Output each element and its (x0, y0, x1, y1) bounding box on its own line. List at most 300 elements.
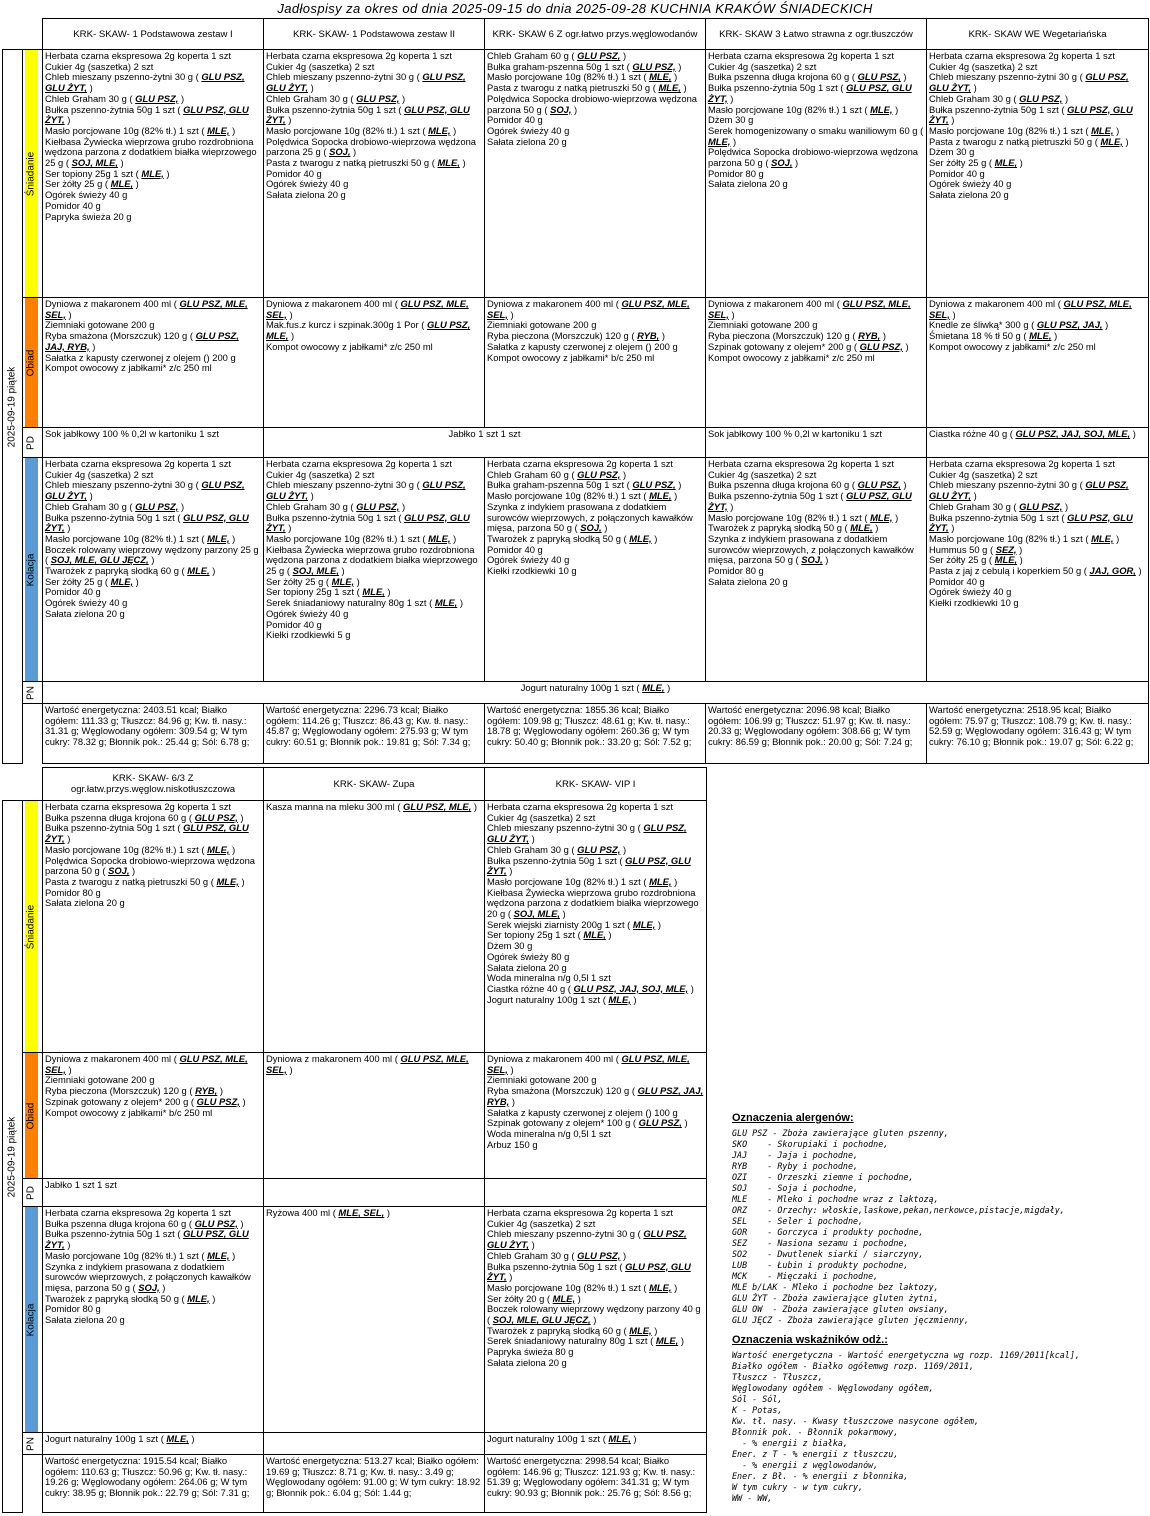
legend-entry: - % energii z węglowodanów, (732, 1460, 879, 1470)
menu-item: Pomidor 40 g (487, 543, 543, 555)
meal-cell (485, 50, 706, 298)
legend-entry: GOR - Gorczyca i produkty pochodne, (732, 1227, 924, 1237)
legend-entry: Tłuszcz - Tłuszcz, (732, 1372, 823, 1382)
menu-item: Sałata zielona 20 g (487, 135, 567, 147)
menu-item: Ryba pieczona (Morszczuk) 120 g ( RYB, ) (45, 1085, 224, 1097)
allergen-codes: GLU PSZ, (194, 1217, 238, 1229)
allergens-legend-list (732, 1128, 1144, 1326)
pd-cell: Sok jabłkowy 100 % 0,2l w kartoniku 1 szt (43, 428, 264, 458)
allergen-codes: GLU PSZ, GLU ŻYT, (487, 1228, 687, 1251)
meal-cell (43, 50, 264, 298)
allergen-codes: GLU PSZ, GLU ŻYT, (929, 103, 1133, 126)
breakfast-row (3, 50, 1149, 298)
pd-cell: Ciastka różne 40 g ( GLU PSZ, JAJ, SOJ, MLE, ) (927, 428, 1149, 458)
day-date: 2025-09-19 piątek (3, 801, 23, 1513)
allergen-codes: MLE, (331, 575, 355, 587)
menu-item: Ziemniaki gotowane 200 g (45, 1074, 155, 1086)
menu-item: Bułka pszenno-żytnia 50g 1 szt ( GLU PSZ, GLU ŻYT, ) (929, 103, 1133, 126)
menu-item: Bułka pszenno-żytnia 50g 1 szt ( GLU PSZ, GLU ŻYT, ) (45, 822, 249, 845)
meal-cell (264, 50, 485, 298)
menu-item: Chleb Graham 60 g ( GLU PSZ, ) (487, 468, 627, 480)
menu-item: Ziemniaki gotowane 200 g (487, 1074, 597, 1086)
menu-item: Dyniowa z makaronem 400 ml ( GLU PSZ, MLE, SEL, ) (487, 1053, 690, 1075)
allergen-codes: MLE, (632, 918, 656, 930)
menu-item: Dżem 30 g (708, 114, 754, 126)
allergen-codes: GLU PSZ, (857, 479, 901, 491)
meal-label-pd: PD (23, 428, 43, 458)
pd-cell: Jabłko 1 szt 1 szt (264, 428, 706, 458)
menu-item: Sałata zielona 20 g (266, 189, 346, 201)
menu-item: Bułka pszenno-żytnia 50g 1 szt ( GLU PSZ, GLU ŻYT, ) (487, 1260, 691, 1283)
menu-item: Bułka graham-pszenna 50g 1 szt ( GLU PSZ, ) (487, 479, 682, 491)
legend-entry: GLU JĘCZ - Zboża zawierające gluten jęczmienny, (732, 1315, 969, 1325)
allergen-codes: GLU PSZ, GLU ŻYT, (708, 490, 912, 512)
allergen-codes: MLE, (207, 124, 230, 136)
menu-item: Ser topiony 25g 1 szt ( MLE, ) (266, 586, 391, 598)
menu-item: Herbata czarna ekspresowa 2g koperta 1 szt (487, 458, 674, 469)
menu-item: Sałata zielona 20 g (45, 897, 125, 909)
legend-entry: MLE b/LAK - Mleko i pochodne bez laktozy, (732, 1282, 939, 1292)
pd-cell: Sok jabłkowy 100 % 0,2l w kartoniku 1 szt (706, 428, 927, 458)
menu-item: Kiełki rzodkiewki 5 g (266, 629, 351, 641)
menu-item: Chleb Graham 30 g ( GLU PSZ, ) (929, 92, 1069, 104)
menu-item: Dyniowa z makaronem 400 ml ( GLU PSZ, MLE, SEL, ) (266, 298, 469, 320)
diet-header: KRK- SKAW- 1 Podstawowa zestaw II (264, 19, 485, 50)
menu-item: Herbata czarna ekspresowa 2g koperta 1 szt (929, 50, 1116, 61)
pn-cell: Jogurt naturalny 100g 1 szt ( MLE, ) (43, 682, 1149, 704)
allergen-codes: MLE, (216, 875, 239, 887)
allergen-codes: GLU PSZ, GLU ŻYT, (487, 822, 687, 845)
allergen-codes: GLU PSZ, GLU ŻYT, (929, 71, 1129, 94)
nutrition-row (3, 1455, 707, 1513)
legend-entry: Kw. tł. nasy. - Kwasy tłuszczowe nasycone ogółem, (732, 1416, 980, 1426)
allergen-codes: MLE, (434, 597, 458, 609)
indicators-legend-list (732, 1350, 1144, 1504)
allergen-codes: GLU PSZ, GLU ŻYT, (266, 71, 466, 94)
allergen-codes: GLU PSZ, GLU ŻYT, (929, 479, 1129, 502)
menu-item: Kompot owocowy z jabłkami* z/c 250 ml (45, 362, 212, 374)
menu-item: Ciastka różne 40 g ( GLU PSZ, JAJ, SOJ, MLE, ) (487, 982, 694, 994)
allergen-codes: MLE, (1029, 330, 1052, 342)
allergen-codes: GLU PSZ, (857, 71, 901, 83)
allergen-codes: MLE, (362, 586, 385, 598)
menu-item: Sałata zielona 20 g (929, 189, 1009, 201)
menu-item: Bułka pszenna długa krojona 60 g ( GLU PSZ, ) (708, 479, 907, 491)
allergens-legend-title: Oznaczenia alergenów: (732, 1112, 854, 1124)
allergen-codes: MLE, (552, 1292, 576, 1304)
legend-entry: Ener. z Bł. - % energii z błonnika, (732, 1471, 909, 1481)
menu-item: Twarożek z papryką słodką 50 g ( MLE, ) (487, 532, 658, 544)
menu-item: Pomidor 40 g (929, 167, 985, 179)
dinner-row (3, 1207, 707, 1433)
allergen-codes: RYB, (858, 330, 881, 342)
menu-item: Ser żółty 25 g ( MLE, ) (45, 575, 139, 587)
allergen-codes: MLE, (608, 993, 631, 1005)
meal-label-dinner: Kolacja (23, 458, 43, 682)
day-date: 2025-09-19 piątek (3, 50, 23, 764)
diet-header: KRK- SKAW- 1 Podstawowa zestaw I (43, 19, 264, 50)
menu-item: Chleb Graham 30 g ( GLU PSZ, ) (45, 92, 185, 104)
diet-header: KRK- SKAW- Zupa (264, 768, 485, 801)
menu-item: Herbata czarna ekspresowa 2g koperta 1 szt (929, 458, 1116, 469)
menu-item: Masło porcjowane 10g (82% tł.) 1 szt ( MLE, ) (45, 1249, 236, 1261)
menu-item: Cukier 4g (saszetka) 2 szt (487, 811, 596, 823)
meal-cell (485, 458, 706, 682)
allergen-codes: SOJ, (580, 522, 602, 534)
allergen-codes: SEZ, (995, 543, 1017, 555)
menu-item: Chleb mieszany pszenno-żytni 30 g ( GLU PSZ, GLU ŻYT, ) (929, 71, 1129, 94)
menu-item: Pasta z twarogu z natką pietruszki 50 g ( MLE, ) (487, 82, 687, 94)
menu-item: Szpinak gotowany z olejem* 100 g ( GLU PSZ, ) (487, 1117, 688, 1129)
legend-entry: MLE - Mleko i pochodne wraz z laktozą, (732, 1194, 939, 1204)
allergen-codes: GLU PSZ, JAJ, SOJ, MLE, (573, 982, 689, 994)
allergen-codes: GLU PSZ, MLE, SEL, (45, 298, 248, 320)
menu-item: Ziemniaki gotowane 200 g (708, 319, 818, 331)
menu-item: Polędwica Sopocka drobiowo-wieprzowa wędzona parzona 50 g ( SOJ, ) (45, 854, 256, 877)
menu-item: Ogórek świeży 40 g (929, 178, 1012, 190)
menu-item: Ogórek świeży 40 g (266, 178, 349, 190)
meal-cell (485, 298, 706, 428)
indicators-legend-title: Oznaczenia wskaźników odż.: (732, 1334, 888, 1346)
meal-cell (927, 458, 1149, 682)
menu-item: Serek homogenizowany o smaku waniliowym 60 g ( MLE, ) (708, 124, 924, 147)
menu-item: Masło porcjowane 10g (82% tł.) 1 szt ( MLE, ) (45, 843, 236, 855)
allergen-codes: MLE, (994, 554, 1018, 566)
pd-row (3, 1179, 707, 1207)
menu-item: Kiełbasa Żywiecka wieprzowa grubo rozdrobniona wędzona parzona z dodatkiem białka wieprzowego 20 g ( SOJ, MLE, ) (487, 886, 699, 920)
menu-item: Polędwica Sopocka drobiowo-wieprzowa wędzona parzona 50 g ( SOJ, ) (708, 146, 919, 169)
menu-item: Dyniowa z makaronem 400 ml ( GLU PSZ, MLE, SEL, ) (929, 298, 1132, 320)
menu-item: Pomidor 40 g (266, 167, 322, 179)
menu-item: Cukier 4g (saszetka) 2 szt (45, 468, 154, 480)
allergen-codes: MLE, (1091, 124, 1114, 136)
allergen-codes: GLU PSZ, (356, 500, 400, 512)
menu-item: Masło porcjowane 10g (82% tł.) 1 szt ( MLE, ) (45, 124, 236, 136)
allergen-codes: GLU PSZ, (135, 500, 179, 512)
allergen-codes: RYB, (195, 1085, 218, 1097)
menu-item: Herbata czarna ekspresowa 2g koperta 1 szt (45, 801, 232, 812)
allergen-codes: GLU PSZ, (577, 468, 621, 480)
menu-item: Chleb Graham 30 g ( GLU PSZ, ) (45, 500, 185, 512)
menu-item: Bułka pszenno-żytnia 50g 1 szt ( GLU PSZ, GLU ŻYT, ) (708, 82, 912, 104)
meal-cell (927, 298, 1149, 428)
menu-item: Chleb Graham 30 g ( GLU PSZ, ) (929, 500, 1069, 512)
menu-item: Chleb mieszany pszenno-żytni 30 g ( GLU PSZ, GLU ŻYT, ) (929, 479, 1129, 502)
allergen-codes: MLE, (187, 565, 210, 577)
meal-cell (706, 50, 927, 298)
pd-cell (264, 1179, 485, 1207)
menu-item: Chleb mieszany pszenno-żytni 30 g ( GLU PSZ, GLU ŻYT, ) (266, 71, 466, 94)
allergen-codes: MLE, (110, 178, 134, 190)
menu-item: Szpinak gotowany z olejem* 200 g ( GLU PSZ, ) (708, 340, 909, 352)
menu-item: Ogórek świeży 40 g (929, 586, 1012, 598)
allergen-codes: GLU PSZ, (356, 92, 400, 104)
meal-cell (706, 298, 927, 428)
menu-item: Bułka pszenno-żytnia 50g 1 szt ( GLU PSZ, GLU ŻYT, ) (487, 854, 691, 877)
menu-item: Twarożek z papryką słodką 50 g ( MLE, ) (45, 1292, 216, 1304)
menu-item: Pasta z twarogu z natką pietruszki 50 g ( MLE, ) (929, 135, 1129, 147)
menu-item: Masło porcjowane 10g (82% tł.) 1 szt ( MLE, ) (708, 103, 899, 115)
menu-item: Sałatka z kapusty czerwonej z olejem () 100 g (487, 1106, 678, 1118)
menu-item: Woda mineralna n/g 0,5l 1 szt (487, 972, 611, 984)
allergen-codes: GLU PSZ, GLU ŻYT, (45, 103, 249, 126)
breakfast-row (3, 801, 707, 1053)
pd-row (3, 428, 1149, 458)
diet-header: KRK- SKAW- 6/3 Z ogr.łatw.przys.węglow.niskotłuszczowa (43, 768, 264, 801)
menu-item: Sałata zielona 20 g (45, 607, 125, 619)
legend-entry: - % energii z białka, (732, 1438, 848, 1448)
allergen-codes: MLE, (187, 1292, 210, 1304)
menu-item: Pomidor 40 g (929, 575, 985, 587)
menu-item: Kompot owocowy z jabłkami* z/c 250 ml (266, 340, 433, 352)
menu-item: Cukier 4g (saszetka) 2 szt (45, 60, 154, 72)
menu-item: Cukier 4g (saszetka) 2 szt (487, 1217, 596, 1229)
allergen-codes: GLU PSZ, (196, 1095, 240, 1107)
menu-item: Herbata czarna ekspresowa 2g koperta 1 szt (487, 1207, 674, 1218)
menu-item: Masło porcjowane 10g (82% tł.) 1 szt ( MLE, ) (929, 532, 1120, 544)
allergen-codes: GLU PSZ, GLU ŻYT, (929, 511, 1133, 534)
menu-item: Kompot owocowy z jabłkami* z/c 250 ml (929, 340, 1096, 352)
allergen-codes: GLU PSZ, GLU ŻYT, (45, 1228, 249, 1251)
menu-item: Masło porcjowane 10g (82% tł.) 1 szt ( MLE, ) (266, 532, 457, 544)
nutrition-cell: Wartość energetyczna: 2296.73 kcal; Białko ogółem: 114.26 g; Tłuszcz: 86.43 g; Kw. tł. nasy.: 45.87 g; Węglowodany ogółem: 275.93 g; W tym cukry: 60.51 g; Błonnik pok.: 19.81 g; Sól: 7.34 g; (264, 704, 485, 764)
menu-item: Boczek rolowany wieprzowy wędzony parzony 40 g ( SOJ, MLE, GLU JĘCZ, ) (487, 1303, 701, 1326)
menu-item: Pasta z twarogu z natką pietruszki 50 g ( MLE, ) (266, 157, 466, 169)
menu-item: Serek śniadaniowy naturalny 80g 1 szt ( MLE, ) (487, 1335, 684, 1347)
legend-entry: GLU ŻYT - Zboża zawierające gluten żytni, (732, 1293, 939, 1303)
allergen-codes: GLU PSZ, GLU ŻYT, (266, 103, 470, 126)
menu-item: Pomidor 80 g (708, 565, 764, 577)
menu-item: Ser topiony 25g 1 szt ( MLE, ) (487, 929, 612, 941)
menu-item: Dyniowa z makaronem 400 ml ( GLU PSZ, MLE, SEL, ) (708, 298, 911, 320)
legend-entry: GLU PSZ - Zboża zawierające gluten pszenny, (732, 1128, 949, 1138)
menu-item: Chleb Graham 60 g ( GLU PSZ, ) (487, 50, 627, 61)
allergen-codes: GLU PSZ, MLE, SEL, (266, 298, 469, 320)
legend-entry: Węglowodany ogółem - Węglowodany ogółem, (732, 1383, 934, 1393)
allergen-codes: GLU PSZ, (859, 340, 903, 352)
allergen-codes: GLU PSZ, GLU ŻYT, (45, 822, 249, 845)
legend-entry: Białko ogółem - Białko ogółemwg rozp. 1169/2011, (732, 1361, 975, 1371)
legend-entry: Sól - Sól, (732, 1394, 783, 1404)
menu-item: Herbata czarna ekspresowa 2g koperta 1 szt (266, 458, 453, 469)
legend-entry: ORZ - Orzechy: włoskie,laskowe,pekan,nerkowce,pistacje,migdały, (732, 1205, 1065, 1215)
menu-item: Cukier 4g (saszetka) 2 szt (266, 468, 375, 480)
allergen-codes: GLU PSZ, (632, 60, 676, 72)
allergen-codes: RYB, (637, 330, 660, 342)
menu-item: Ryba smażona (Morszczuk) 120 g ( GLU PSZ, JAJ, RYB, ) (45, 330, 239, 352)
allergen-codes: MLE, (207, 1249, 230, 1261)
menu-item: Kompot owocowy z jabłkami* b/c 250 ml (487, 351, 655, 363)
menu-item: Bułka pszenno-żytnia 50g 1 szt ( GLU PSZ, GLU ŻYT, ) (929, 511, 1133, 534)
menu-item: Kompot owocowy z jabłkami* z/c 250 ml (708, 351, 875, 363)
menu-item: Woda mineralna n/g 0,5l 1 szt (487, 1127, 611, 1139)
menu-item: Pomidor 40 g (45, 199, 101, 211)
nutrition-row (3, 704, 1149, 764)
allergen-codes: MLE, (207, 532, 230, 544)
meal-cell (264, 1053, 485, 1179)
allergen-codes: GLU PSZ, (632, 479, 676, 491)
menu-item: Sałata zielona 20 g (708, 178, 788, 190)
diet-header: KRK- SKAW WE Wegetariańska (927, 19, 1149, 50)
diet-header: KRK- SKAW 6 Z ogr.łatwo przys.węglowodanów (485, 19, 706, 50)
menu-item: Kiełbasa Żywiecka wieprzowa grubo rozdrobniona wędzona parzona z dodatkiem białka wieprzowego 25 g ( SOJ, MLE, ) (266, 543, 478, 577)
allergen-codes: MLE, (583, 929, 606, 941)
menu-item: Pomidor 40 g (266, 618, 322, 630)
menu-item: Chleb mieszany pszenno-żytni 30 g ( GLU PSZ, GLU ŻYT, ) (487, 1228, 687, 1251)
allergen-codes: MLE, (655, 1335, 679, 1347)
meal-label-lunch: Obiad (23, 1053, 43, 1179)
allergen-codes: GLU PSZ, (638, 1117, 682, 1129)
lunch-row (3, 1053, 707, 1179)
menu-item: Hummus 50 g ( SEZ, ) (929, 543, 1023, 555)
menu-item: Cukier 4g (saszetka) 2 szt (266, 60, 375, 72)
menu-item: Masło porcjowane 10g (82% tł.) 1 szt ( MLE, ) (266, 124, 457, 136)
menu-item: Pomidor 80 g (708, 167, 764, 179)
menu-item: Twarożek z papryką słodką 60 g ( MLE, ) (45, 565, 216, 577)
menu-item: Chleb mieszany pszenno-żytni 30 g ( GLU PSZ, GLU ŻYT, ) (266, 479, 466, 502)
meal-cell (706, 458, 927, 682)
menu-item: Chleb mieszany pszenno-żytni 30 g ( GLU PSZ, GLU ŻYT, ) (487, 822, 687, 845)
legend-entry: SOJ - Soja i pochodne, (732, 1183, 859, 1193)
menu-item: Herbata czarna ekspresowa 2g koperta 1 szt (45, 458, 232, 469)
allergen-codes: SOJ, (108, 865, 130, 877)
menu-item: Bułka pszenno-żytnia 50g 1 szt ( GLU PSZ, GLU ŻYT, ) (45, 103, 249, 126)
menu-item: Chleb mieszany pszenno-żytni 30 g ( GLU PSZ, GLU ŻYT, ) (45, 71, 245, 94)
meal-label-breakfast: Śniadanie (23, 801, 43, 1053)
menu-item: Knedle ze śliwką* 300 g ( GLU PSZ, JAJ, ) (929, 319, 1109, 331)
menu-item: Chleb Graham 30 g ( GLU PSZ, ) (487, 1249, 627, 1261)
menu-item: Masło porcjowane 10g (82% tł.) 1 szt ( MLE, ) (929, 124, 1120, 136)
menu-item: Pomidor 80 g (45, 1303, 101, 1315)
menu-item: Śmietana 18 % tł 50 g ( MLE, ) (929, 330, 1058, 342)
menu-item: Dyniowa z makaronem 400 ml ( GLU PSZ, MLE, SEL, ) (487, 298, 690, 320)
allergen-codes: GLU PSZ, (577, 1249, 621, 1261)
menu-item: Dyniowa z makaronem 400 ml ( GLU PSZ, MLE, SEL, ) (45, 1053, 248, 1075)
allergen-codes: GLU PSZ, GLU ŻYT, (487, 854, 691, 877)
allergen-codes: MLE, (649, 490, 672, 502)
menu-item: Chleb mieszany pszenno-żytni 30 g ( GLU PSZ, GLU ŻYT, ) (45, 479, 245, 502)
legend-entry: Ener. z T - % energii z tłuszczu, (732, 1449, 899, 1459)
allergen-codes: GLU PSZ, JAJ, RYB, (487, 1085, 704, 1107)
menu-item: Bułka pszenna długa krojona 60 g ( GLU PSZ, ) (45, 811, 244, 823)
pn-cell: Jogurt naturalny 100g 1 szt ( MLE, ) (485, 1433, 707, 1455)
diet-header: KRK- SKAW 3 Łatwo strawna z ogr.tłuszczów (706, 19, 927, 50)
menu-item: Bułka pszenno-żytnia 50g 1 szt ( GLU PSZ, GLU ŻYT, ) (266, 103, 470, 126)
menu-item: Ryba pieczona (Morszczuk) 120 g ( RYB, ) (708, 330, 887, 342)
menu-item: Herbata czarna ekspresowa 2g koperta 1 szt (266, 50, 453, 61)
menu-item: Dyniowa z makaronem 400 ml ( GLU PSZ, MLE, SEL, ) (45, 298, 248, 320)
menu-item: Ogórek świeży 40 g (266, 607, 349, 619)
menu-item: Pomidor 40 g (487, 114, 543, 126)
menu-item: Chleb Graham 30 g ( GLU PSZ, ) (266, 500, 406, 512)
menu-item: Jogurt naturalny 100g 1 szt ( MLE, ) (487, 993, 637, 1005)
menu-item: Ser żółty 25 g ( MLE, ) (929, 157, 1023, 169)
menu-item: Boczek rolowany wieprzowy wędzony parzony 25 g ( SOJ, MLE, GLU JĘCZ, ) (45, 543, 259, 566)
allergen-codes: JAJ, GOR, (1089, 565, 1136, 577)
allergen-codes: MLE, (870, 103, 893, 115)
meal-cell (485, 1053, 707, 1179)
pn-row (3, 682, 1149, 704)
menu-item: Chleb Graham 30 g ( GLU PSZ, ) (266, 92, 406, 104)
pd-cell: Jabłko 1 szt 1 szt (43, 1179, 264, 1207)
menu-item: Sałatka z kapusty czerwonej z olejem () 200 g (487, 340, 678, 352)
allergen-codes: GLU PSZ, GLU ŻYT, (266, 511, 470, 534)
pd-cell (485, 1179, 707, 1207)
meal-label-dinner: Kolacja (23, 1207, 43, 1433)
allergen-codes: SOJ, MLE, (513, 908, 560, 920)
nutrition-cell: Wartość energetyczna: 1855.36 kcal; Białko ogółem: 109.98 g; Tłuszcz: 48.61 g; Kw. tł. nasy.: 18.78 g; Węglowodany ogółem: 260.36 g; W tym cukry: 50.40 g; Błonnik pok.: 33.20 g; Sól: 7.52 g; (485, 704, 706, 764)
allergen-codes: GLU PSZ, MLE, SEL, (487, 1053, 690, 1075)
meal-label-pd: PD (23, 1179, 43, 1207)
allergen-codes: SOJ, MLE, (71, 157, 118, 169)
allergen-codes: MLE, (1100, 135, 1123, 147)
allergen-codes: SOJ, (771, 157, 793, 169)
meal-cell (43, 1207, 264, 1433)
meal-label-pn: PN (23, 682, 43, 704)
menu-item: Kompot owocowy z jabłkami* b/c 250 ml (45, 1106, 213, 1118)
allergen-codes: GLU PSZ, GLU ŻYT, (487, 1260, 691, 1283)
menu-item: Cukier 4g (saszetka) 2 szt (929, 60, 1038, 72)
allergen-codes: SOJ, MLE, GLU JĘCZ, (50, 554, 149, 566)
menu-item: Pomidor 40 g (45, 586, 101, 598)
allergen-codes: GLU PSZ, (1019, 500, 1063, 512)
meal-cell (43, 1053, 264, 1179)
legend-entry: OZI - Orzeszki ziemne i pochodne, (732, 1172, 914, 1182)
menu-item: Dżem 30 g (487, 940, 533, 952)
menu-item: Ogórek świeży 80 g (487, 950, 570, 962)
meal-cell (264, 801, 485, 1053)
allergen-codes: SOJ, (329, 146, 351, 158)
menu-item: Arbuz 150 g (487, 1138, 538, 1150)
legend-entry: SEZ - Nasiona sezamu i pochodne, (732, 1238, 909, 1248)
meal-label-lunch: Obiad (23, 298, 43, 428)
nutrition-cell: Wartość energetyczna: 2998.54 kcal; Białko ogółem: 146.96 g; Tłuszcz: 121.93 g; Kw. tł. nasy.: 51.39 g; Węglowodany ogółem: 341.31 g; W tym cukry: 90.93 g; Błonnik pok.: 25.76 g; Sól: 8.56 g; (485, 1455, 707, 1513)
legend (732, 1112, 1144, 1504)
menu-item: Pomidor 80 g (45, 886, 101, 898)
menu-item: Ser żółty 25 g ( MLE, ) (45, 178, 139, 190)
menu-item: Ser topiony 25g 1 szt ( MLE, ) (45, 167, 170, 179)
meal-cell (927, 50, 1149, 298)
menu-item: Sałata zielona 20 g (487, 1356, 567, 1368)
allergen-codes: MLE, (428, 124, 451, 136)
allergen-codes: GLU PSZ, (577, 50, 621, 61)
menu-item: Masło porcjowane 10g (82% tł.) 1 szt ( MLE, ) (487, 490, 678, 502)
legend-entry: WW - WW, (732, 1493, 773, 1503)
menu-item: Cukier 4g (saszetka) 2 szt (929, 468, 1038, 480)
allergen-codes: SOJ, (801, 554, 823, 566)
menu-item: Serek wiejski ziarnisty 200g 1 szt ( MLE, ) (487, 918, 662, 930)
menu-item: Serek śniadaniowy naturalny 80g 1 szt ( MLE, ) (266, 597, 463, 609)
allergen-codes: MLE, (437, 157, 460, 169)
meal-cell (43, 298, 264, 428)
meal-cell (43, 458, 264, 682)
allergen-codes: GLU PSZ, MLE, SEL, (708, 298, 911, 320)
legend-entry: GLU OW - Zboża zawierające gluten owsiany, (732, 1304, 949, 1314)
menu-item: Herbata czarna ekspresowa 2g koperta 1 szt (487, 801, 674, 812)
allergen-codes: GLU PSZ, (194, 811, 238, 823)
allergen-codes: SOJ, (138, 1281, 160, 1293)
allergen-codes: MLE, (110, 575, 134, 587)
legend-entry: W tym cukry - w tym cukry, (732, 1482, 864, 1492)
menu-item: Ser żółty 25 g ( MLE, ) (266, 575, 360, 587)
legend-entry: MCK - Mięczaki i pochodne, (732, 1271, 879, 1281)
allergen-codes: GLU PSZ, MLE, SEL, (929, 298, 1132, 320)
allergen-codes: GLU PSZ, JAJ, RYB, (45, 330, 239, 352)
meal-cell (264, 458, 485, 682)
menu-item: Ziemniaki gotowane 200 g (45, 319, 155, 331)
legend-entry: Błonnik pok. - Błonnik pokarmowy, (732, 1427, 899, 1437)
allergen-codes: MLE, (629, 532, 652, 544)
